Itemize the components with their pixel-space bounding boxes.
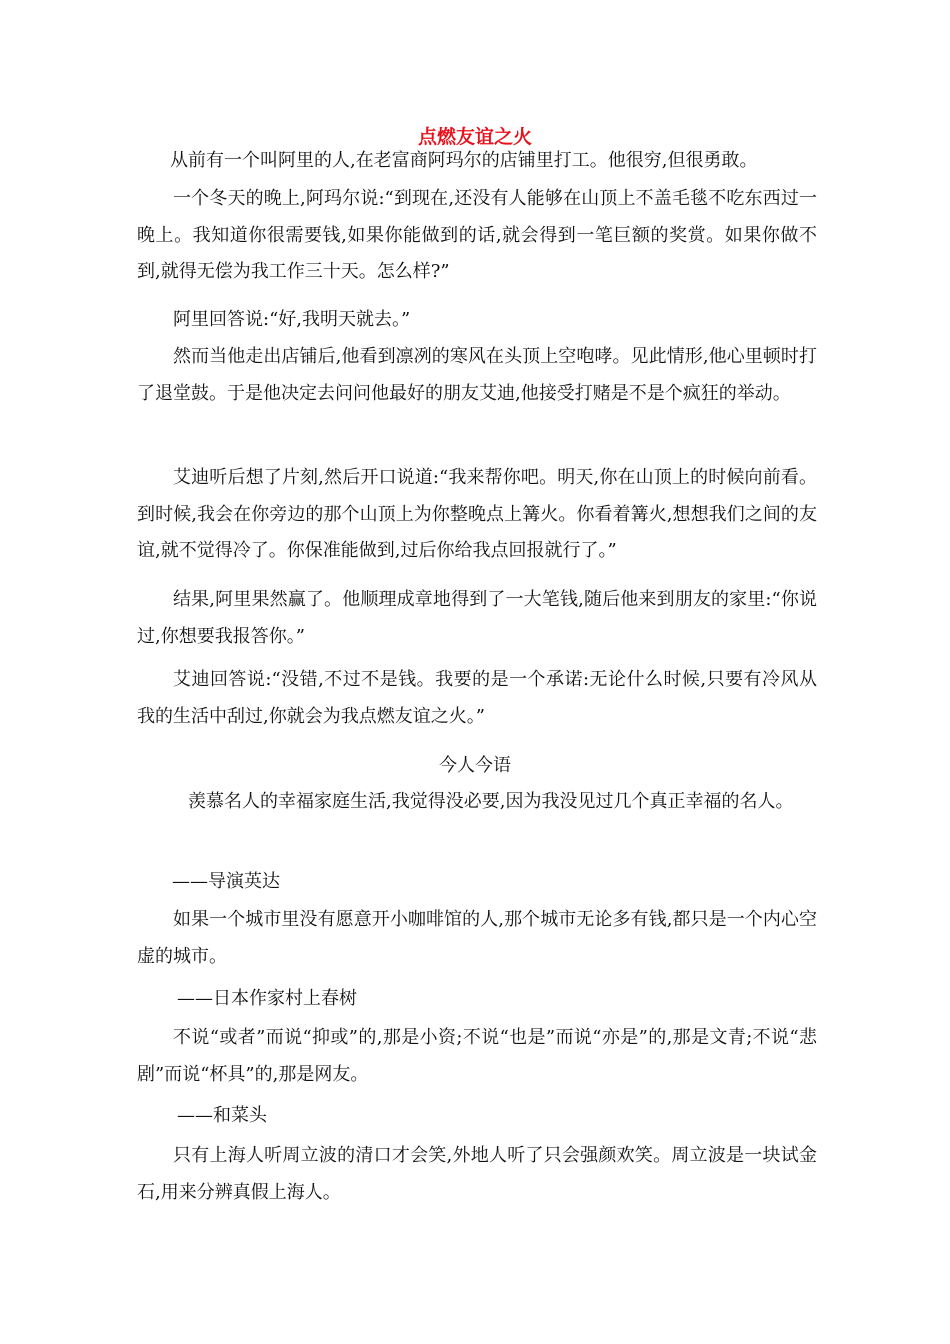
section-heading: 今人今语 bbox=[439, 755, 511, 776]
story-paragraph-2: 一个冬天的晚上,阿玛尔说:“到现在,还没有人能够在山顶上不盖毛毯不吃东西过一晚上。我知道你很需要钱,如果你能做到的话,就会得到一笔巨额的奖赏。如果你做不到,就得无偿为我工作三十天。怎么样?” bbox=[137, 188, 817, 282]
quote-3-text: 不说“或者”而说“抑或”的,那是小资;不说“也是”而说“亦是”的,那是文青;不说“悲剧”而说“杯具”的,那是网友。 bbox=[137, 1027, 817, 1085]
quote-4-text: 只有上海人听周立波的清口才会笑,外地人听了只会强颜欢笑。周立波是一块试金石,用来分辨真假上海人。 bbox=[137, 1145, 817, 1203]
quote-2-author: ——日本作家村上春树 bbox=[177, 988, 357, 1009]
document-title: 点燃友谊之火 bbox=[417, 126, 532, 148]
story-paragraph-3: 阿里回答说:“好,我明天就去。” bbox=[173, 309, 411, 330]
quote-1-text: 羡慕名人的幸福家庭生活,我觉得没必要,因为我没见过几个真正幸福的名人。 bbox=[188, 791, 794, 812]
quote-3-author: ——和菜头 bbox=[177, 1105, 267, 1126]
story-paragraph-5: 艾迪听后想了片刻,然后开口说道:“我来帮你吧。明天,你在山顶上的时候向前看。到时候,我会在你旁边的那个山顶上为你整晚点上篝火。你看着篝火,想想我们之间的友谊,就不觉得冷了。你保准能做到,过后你给我点回报就行了。” bbox=[137, 467, 817, 561]
story-paragraph-1: 从前有一个叫阿里的人,在老富商阿玛尔的店铺里打工。他很穷,但很勇敢。 bbox=[170, 150, 758, 171]
quote-1-author: ——导演英达 bbox=[172, 871, 280, 892]
story-paragraph-7: 艾迪回答说:“没错,不过不是钱。我要的是一个承诺:无论什么时候,只要有冷风从我的生活中刮过,你就会为我点燃友谊之火。” bbox=[137, 669, 817, 727]
quote-2-text: 如果一个城市里没有愿意开小咖啡馆的人,那个城市无论多有钱,都只是一个内心空虚的城市。 bbox=[137, 909, 817, 967]
story-paragraph-4: 然而当他走出店铺后,他看到凛冽的寒风在头顶上空咆哮。见此情形,他心里顿时打了退堂鼓。于是他决定去问问他最好的朋友艾迪,他接受打赌是不是个疯狂的举动。 bbox=[137, 346, 817, 404]
story-paragraph-6: 结果,阿里果然赢了。他顺理成章地得到了一大笔钱,随后他来到朋友的家里:“你说过,你想要我报答你。” bbox=[137, 589, 817, 647]
